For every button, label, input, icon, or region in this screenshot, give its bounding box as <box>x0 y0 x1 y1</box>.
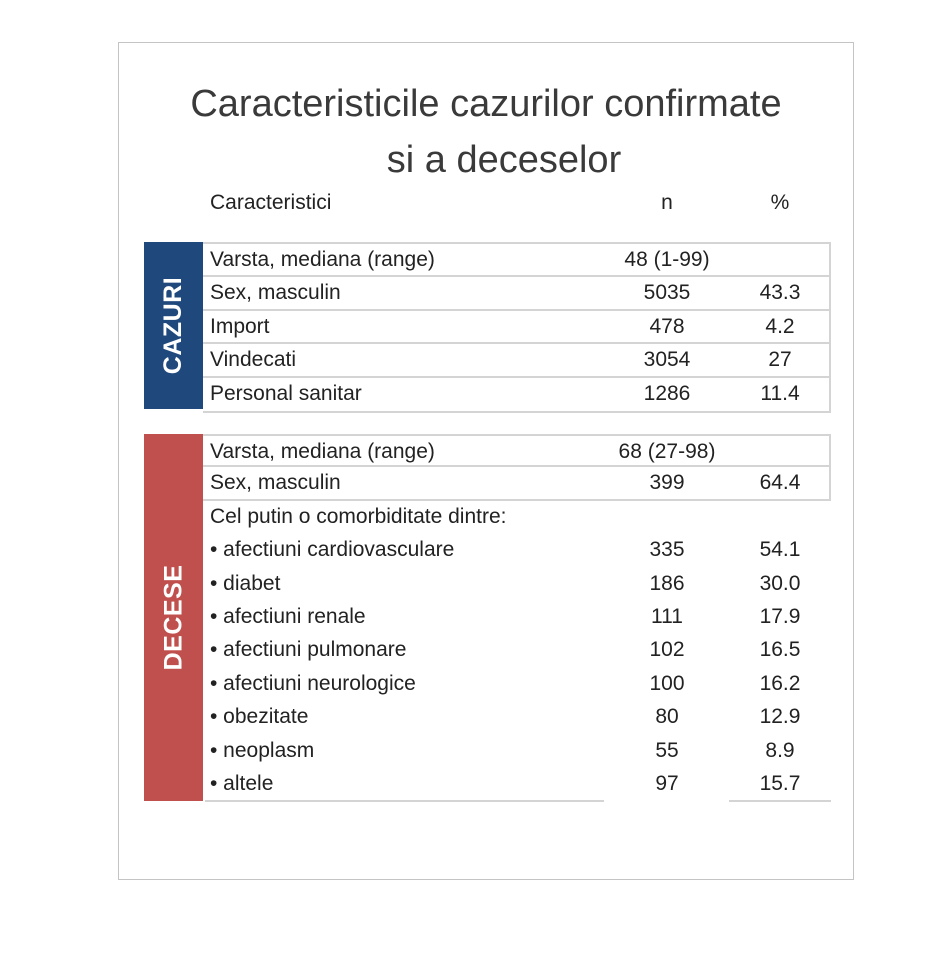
row-label: Import <box>210 314 270 338</box>
row-n: 3054 <box>643 348 691 372</box>
row-n: 5035 <box>643 281 691 305</box>
table-row <box>203 244 829 277</box>
title-line-1: Caracteristicile cazurilor confirmate <box>190 83 782 125</box>
row-n: 102 <box>649 638 685 662</box>
header-percent: % <box>770 191 790 214</box>
table-row <box>203 668 831 701</box>
decese-bottom-rule-right <box>729 800 831 802</box>
row-percent: 64.4 <box>759 471 801 495</box>
row-percent: 16.5 <box>759 638 801 662</box>
table-row <box>203 277 829 310</box>
row-label: Vindecati <box>210 348 297 372</box>
row-label: Varsta, mediana (range) <box>210 440 435 463</box>
row-n: 80 <box>655 705 679 729</box>
row-percent: 11.4 <box>760 381 800 405</box>
header-characteristic: Caracteristici <box>210 191 332 214</box>
row-percent: 15.7 <box>759 771 801 795</box>
table-row <box>203 378 829 411</box>
row-label: Personal sanitar <box>210 381 362 405</box>
slide-title <box>118 76 854 188</box>
row-percent: 27 <box>768 348 792 372</box>
cazuri-table <box>203 242 831 413</box>
row-percent: 16.2 <box>759 671 801 695</box>
row-label: • obezitate <box>210 705 309 729</box>
table-row <box>203 634 831 667</box>
row-percent: 4.2 <box>765 314 795 338</box>
row-label: • afectiuni cardiovasculare <box>210 538 455 562</box>
row-label: • afectiuni pulmonare <box>210 638 407 662</box>
table-row <box>203 467 831 500</box>
row-percent: 30.0 <box>759 571 801 595</box>
title-line-2: si a deceselor <box>386 139 622 181</box>
row-n: 68 (27-98) <box>618 440 716 463</box>
row-n: 48 (1-99) <box>624 248 710 271</box>
row-label: Cel putin o comorbiditate dintre: <box>210 504 507 528</box>
row-label: Sex, masculin <box>210 281 341 305</box>
row-n: 100 <box>649 671 685 695</box>
row-percent: 17.9 <box>759 604 801 628</box>
row-n: 399 <box>649 471 685 495</box>
row-label: • afectiuni renale <box>210 604 366 628</box>
decese-table <box>203 434 831 801</box>
decese-side-label <box>144 434 203 801</box>
table-row <box>203 501 831 534</box>
row-label: • altele <box>210 771 274 795</box>
decese-label-text: DECESE <box>159 564 187 671</box>
table-row <box>203 701 831 734</box>
row-n: 186 <box>649 571 685 595</box>
row-n: 55 <box>655 738 679 762</box>
row-n: 335 <box>649 538 685 562</box>
row-percent: 8.9 <box>765 738 795 762</box>
table-row <box>203 601 831 634</box>
row-percent: 54.1 <box>759 538 801 562</box>
table-row <box>203 434 831 467</box>
row-label: • diabet <box>210 571 281 595</box>
row-n: 111 <box>651 604 683 628</box>
row-label: • afectiuni neurologice <box>210 671 416 695</box>
table-row <box>203 344 829 377</box>
row-percent: 43.3 <box>759 281 801 305</box>
row-n: 1286 <box>643 381 691 405</box>
table-row <box>203 768 831 801</box>
table-row <box>203 534 831 567</box>
header-n: n <box>661 191 673 214</box>
decese-bottom-rule-left <box>205 800 604 802</box>
row-label: Varsta, mediana (range) <box>210 248 435 271</box>
row-label: • neoplasm <box>210 738 315 762</box>
table-row <box>203 311 829 344</box>
row-n: 97 <box>655 771 679 795</box>
cazuri-side-label <box>144 242 203 409</box>
row-percent: 12.9 <box>759 705 801 729</box>
table-row <box>203 735 831 768</box>
cazuri-label-text: CAZURI <box>159 276 187 375</box>
row-n: 478 <box>649 314 685 338</box>
table-row <box>203 568 831 601</box>
row-label: Sex, masculin <box>210 471 341 495</box>
